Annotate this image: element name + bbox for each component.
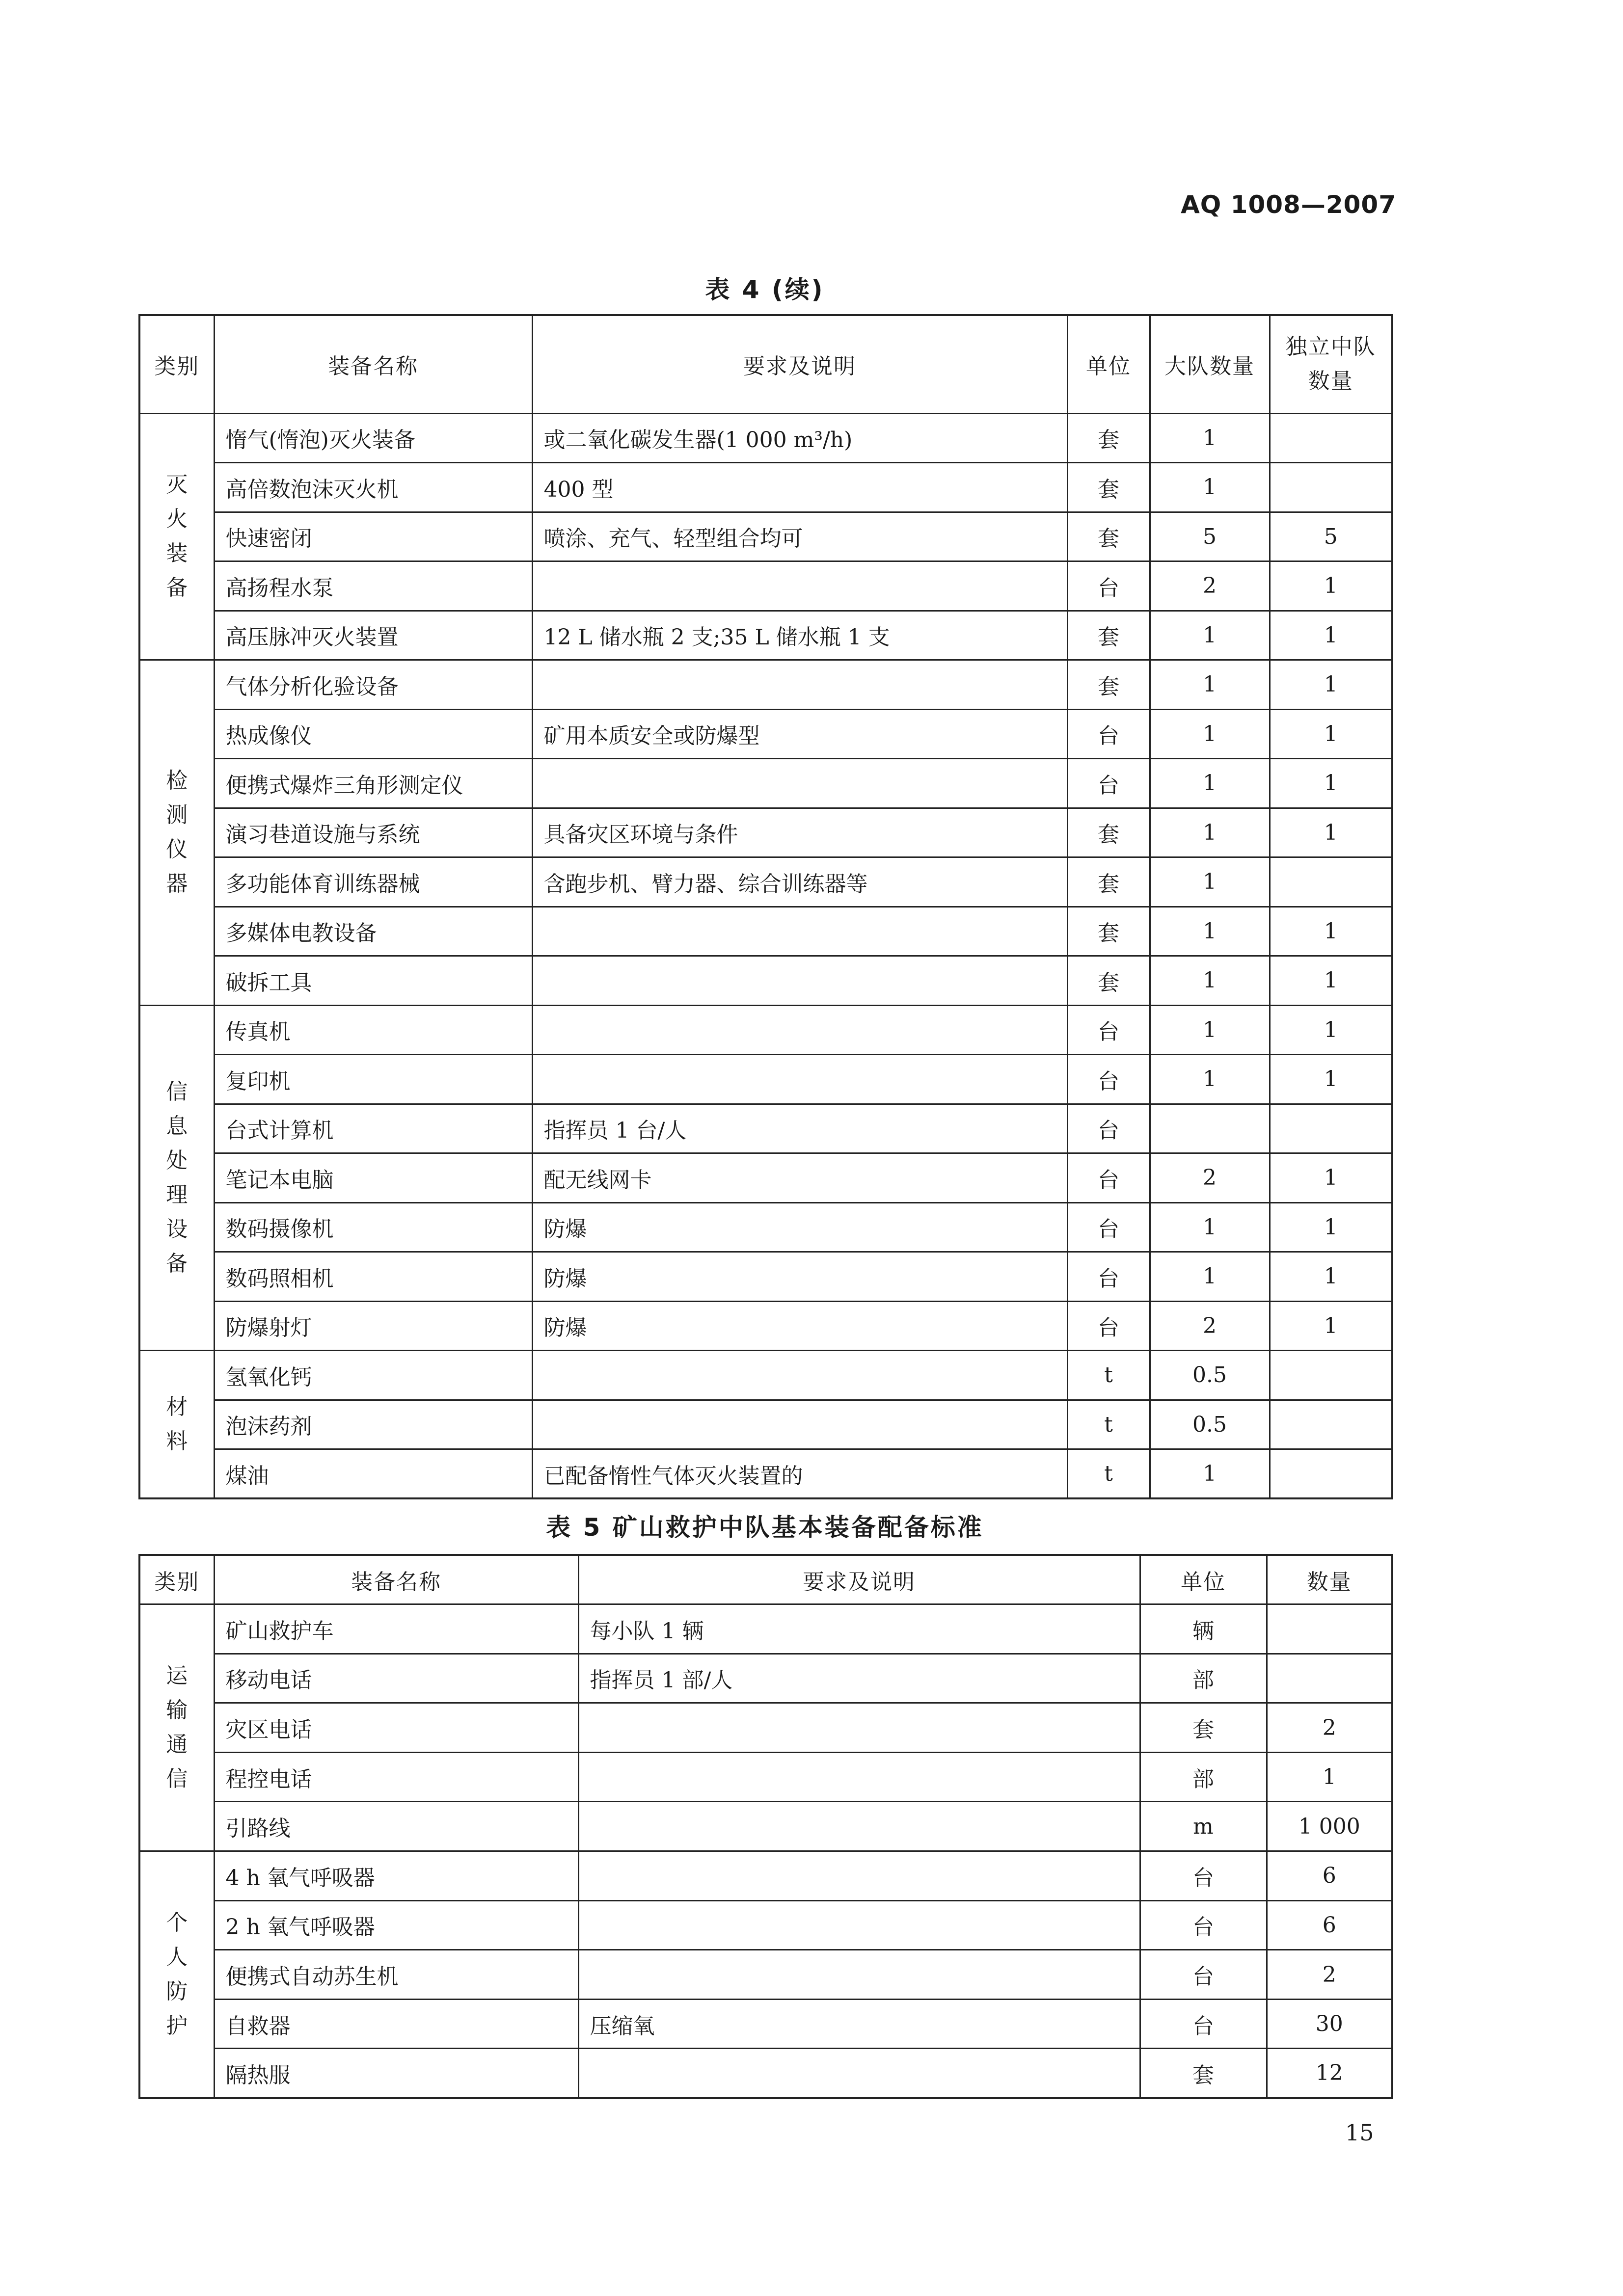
equipment-name: 惰气(惰泡)灭火装备 <box>214 413 532 463</box>
category-label: 检测仪器 <box>166 768 188 897</box>
squad-qty: 1 <box>1270 709 1392 759</box>
equipment-name: 台式计算机 <box>214 1104 532 1153</box>
brigade-qty: 1 <box>1150 759 1270 808</box>
table-row <box>139 660 1392 710</box>
requirement-note: 12 L 储水瓶 2 支;35 L 储水瓶 1 支 <box>532 611 1067 660</box>
category-cell <box>139 1604 214 1851</box>
brigade-qty: 1 <box>1150 413 1270 463</box>
table-row <box>139 1351 1392 1400</box>
unit-cell: 套 <box>1067 512 1150 561</box>
equipment-name: 便携式自动苏生机 <box>214 1950 578 2000</box>
equipment-name: 2 h 氧气呼吸器 <box>214 1900 578 1950</box>
requirement-note <box>532 561 1067 611</box>
brigade-qty: 1 <box>1150 1252 1270 1302</box>
squad-qty: 1 <box>1270 561 1392 611</box>
requirement-note: 压缩氧 <box>578 1999 1140 2049</box>
equipment-name: 高扬程水泵 <box>214 561 532 611</box>
quantity: 12 <box>1267 2049 1392 2098</box>
standard-code: AQ 1008—2007 <box>1181 190 1396 219</box>
requirement-note <box>578 1851 1140 1901</box>
unit-cell: 套 <box>1067 808 1150 857</box>
requirement-note: 含跑步机、臂力器、综合训练器等 <box>532 857 1067 907</box>
unit-cell: 台 <box>1067 709 1150 759</box>
brigade-qty: 0.5 <box>1150 1351 1270 1400</box>
table-row <box>139 1301 1392 1351</box>
requirement-note <box>532 660 1067 710</box>
table-row <box>139 2049 1392 2098</box>
requirement-note: 矿用本质安全或防爆型 <box>532 709 1067 759</box>
equipment-name: 热成像仪 <box>214 709 532 759</box>
unit-cell: 部 <box>1140 1752 1267 1802</box>
brigade-qty: 1 <box>1150 611 1270 660</box>
category-cell <box>139 660 214 1006</box>
requirement-note <box>578 1900 1140 1950</box>
unit-cell: 台 <box>1140 1851 1267 1901</box>
table-row <box>139 1654 1392 1703</box>
unit-cell: 套 <box>1067 413 1150 463</box>
equipment-name: 多功能体育训练器械 <box>214 857 532 907</box>
page-number: 15 <box>1345 2119 1374 2146</box>
squad-qty <box>1270 1104 1392 1153</box>
brigade-qty: 1 <box>1150 907 1270 956</box>
requirement-note: 配无线网卡 <box>532 1153 1067 1203</box>
unit-cell: 部 <box>1140 1654 1267 1703</box>
brigade-qty: 2 <box>1150 561 1270 611</box>
table-row <box>139 1055 1392 1104</box>
equipment-name: 4 h 氧气呼吸器 <box>214 1851 578 1901</box>
table-row <box>139 1999 1392 2049</box>
squad-qty <box>1270 1449 1392 1499</box>
equipment-name: 多媒体电教设备 <box>214 907 532 956</box>
equipment-name: 煤油 <box>214 1449 532 1499</box>
table-row <box>139 759 1392 808</box>
squad-qty: 5 <box>1270 512 1392 561</box>
unit-cell: 套 <box>1067 660 1150 710</box>
table4 <box>138 314 1393 1499</box>
unit-cell: 套 <box>1067 956 1150 1006</box>
unit-cell: 套 <box>1067 463 1150 512</box>
unit-cell: 套 <box>1067 611 1150 660</box>
squad-qty <box>1270 857 1392 907</box>
brigade-qty: 1 <box>1150 808 1270 857</box>
table-row <box>139 1202 1392 1252</box>
table-row <box>139 1703 1392 1753</box>
unit-cell: t <box>1067 1400 1150 1449</box>
requirement-note <box>578 1950 1140 2000</box>
table-row <box>139 1400 1392 1449</box>
squad-qty: 1 <box>1270 956 1392 1006</box>
unit-cell: t <box>1067 1449 1150 1499</box>
squad-qty: 1 <box>1270 1301 1392 1351</box>
requirement-note: 已配备惰性气体灭火装置的 <box>532 1449 1067 1499</box>
equipment-name: 高倍数泡沫灭火机 <box>214 463 532 512</box>
requirement-note <box>578 1703 1140 1753</box>
quantity: 1 000 <box>1267 1802 1392 1851</box>
table5 <box>138 1554 1393 2099</box>
squad-qty: 1 <box>1270 907 1392 956</box>
quantity: 6 <box>1267 1900 1392 1950</box>
brigade-qty: 1 <box>1150 463 1270 512</box>
requirement-note <box>532 1055 1067 1104</box>
table-row <box>139 808 1392 857</box>
column-header: 要求及说明 <box>578 1555 1140 1604</box>
category-cell <box>139 1851 214 2098</box>
table4-caption: 表 4 (续) <box>705 275 825 304</box>
table-row <box>139 1851 1392 1901</box>
table-row <box>139 512 1392 561</box>
table-row <box>139 413 1392 463</box>
column-header: 装备名称 <box>214 1555 578 1604</box>
brigade-qty: 1 <box>1150 1449 1270 1499</box>
squad-qty: 1 <box>1270 1055 1392 1104</box>
requirement-note: 400 型 <box>532 463 1067 512</box>
table-row <box>139 956 1392 1006</box>
table-row <box>139 1950 1392 2000</box>
category-cell <box>139 413 214 660</box>
equipment-name: 便携式爆炸三角形测定仪 <box>214 759 532 808</box>
squad-qty: 1 <box>1270 1202 1392 1252</box>
equipment-name: 高压脉冲灭火装置 <box>214 611 532 660</box>
requirement-note: 防爆 <box>532 1252 1067 1302</box>
equipment-name: 快速密闭 <box>214 512 532 561</box>
equipment-name: 氢氧化钙 <box>214 1351 532 1400</box>
column-header: 单位 <box>1067 315 1150 413</box>
unit-cell: 台 <box>1067 1252 1150 1302</box>
requirement-note: 喷涂、充气、轻型组合均可 <box>532 512 1067 561</box>
requirement-note <box>532 1005 1067 1055</box>
requirement-note <box>532 1400 1067 1449</box>
unit-cell: 台 <box>1140 1900 1267 1950</box>
unit-cell: 台 <box>1067 1301 1150 1351</box>
table5-caption: 表 5 矿山救护中队基本装备配备标准 <box>546 1513 984 1542</box>
squad-qty: 1 <box>1270 611 1392 660</box>
table-row <box>139 1153 1392 1203</box>
equipment-name: 隔热服 <box>214 2049 578 2098</box>
brigade-qty <box>1150 1104 1270 1153</box>
table-row <box>139 561 1392 611</box>
brigade-qty: 2 <box>1150 1301 1270 1351</box>
brigade-qty: 5 <box>1150 512 1270 561</box>
unit-cell: t <box>1067 1351 1150 1400</box>
unit-cell: m <box>1140 1802 1267 1851</box>
column-header: 类别 <box>139 1555 214 1604</box>
table-row <box>139 1005 1392 1055</box>
unit-cell: 套 <box>1067 907 1150 956</box>
category-cell <box>139 1005 214 1351</box>
requirement-note <box>578 1752 1140 1802</box>
table-row <box>139 1252 1392 1302</box>
equipment-name: 复印机 <box>214 1055 532 1104</box>
unit-cell: 辆 <box>1140 1604 1267 1654</box>
equipment-name: 矿山救护车 <box>214 1604 578 1654</box>
equipment-name: 数码摄像机 <box>214 1202 532 1252</box>
unit-cell: 台 <box>1067 1104 1150 1153</box>
requirement-note <box>532 956 1067 1006</box>
requirement-note: 指挥员 1 部/人 <box>578 1654 1140 1703</box>
quantity <box>1267 1604 1392 1654</box>
category-label: 材料 <box>166 1394 188 1454</box>
equipment-name: 破拆工具 <box>214 956 532 1006</box>
column-header: 要求及说明 <box>532 315 1067 413</box>
unit-cell: 台 <box>1067 1055 1150 1104</box>
brigade-qty: 2 <box>1150 1153 1270 1203</box>
squad-qty: 1 <box>1270 1153 1392 1203</box>
table-row <box>139 1104 1392 1153</box>
unit-cell: 台 <box>1067 1005 1150 1055</box>
brigade-qty: 1 <box>1150 1055 1270 1104</box>
equipment-name: 灾区电话 <box>214 1703 578 1753</box>
requirement-note: 每小队 1 辆 <box>578 1604 1140 1654</box>
column-header: 装备名称 <box>214 315 532 413</box>
unit-cell: 台 <box>1067 561 1150 611</box>
squad-qty: 1 <box>1270 660 1392 710</box>
brigade-qty: 0.5 <box>1150 1400 1270 1449</box>
unit-cell: 台 <box>1067 759 1150 808</box>
table-row <box>139 1752 1392 1802</box>
header-row <box>139 315 1392 413</box>
unit-cell: 套 <box>1140 1703 1267 1753</box>
unit-cell: 套 <box>1140 2049 1267 2098</box>
unit-cell: 台 <box>1067 1153 1150 1203</box>
requirement-note <box>532 1351 1067 1400</box>
brigade-qty: 1 <box>1150 1005 1270 1055</box>
equipment-name: 气体分析化验设备 <box>214 660 532 710</box>
category-label: 个人防护 <box>166 1910 188 2038</box>
unit-cell: 台 <box>1140 1950 1267 2000</box>
quantity: 6 <box>1267 1851 1392 1901</box>
brigade-qty: 1 <box>1150 1202 1270 1252</box>
equipment-name: 笔记本电脑 <box>214 1153 532 1203</box>
squad-qty <box>1270 1351 1392 1400</box>
squad-qty <box>1270 1400 1392 1449</box>
requirement-note: 防爆 <box>532 1301 1067 1351</box>
table-row <box>139 1449 1392 1499</box>
quantity: 1 <box>1267 1752 1392 1802</box>
requirement-note <box>532 907 1067 956</box>
quantity: 30 <box>1267 1999 1392 2049</box>
column-header: 独立中队数量 <box>1270 315 1392 413</box>
squad-qty: 1 <box>1270 1252 1392 1302</box>
equipment-name: 泡沫药剂 <box>214 1400 532 1449</box>
requirement-note <box>578 1802 1140 1851</box>
squad-qty <box>1270 413 1392 463</box>
category-label: 灭火装备 <box>166 472 188 601</box>
quantity: 2 <box>1267 1950 1392 2000</box>
unit-cell: 台 <box>1140 1999 1267 2049</box>
requirement-note: 指挥员 1 台/人 <box>532 1104 1067 1153</box>
equipment-name: 数码照相机 <box>214 1252 532 1302</box>
equipment-name: 移动电话 <box>214 1654 578 1703</box>
table-row <box>139 1802 1392 1851</box>
requirement-note <box>578 2049 1140 2098</box>
squad-qty: 1 <box>1270 759 1392 808</box>
category-label: 信息处理设备 <box>166 1079 188 1276</box>
brigade-qty: 1 <box>1150 709 1270 759</box>
category-label: 运输通信 <box>166 1663 188 1792</box>
table-row <box>139 463 1392 512</box>
table-row <box>139 907 1392 956</box>
equipment-name: 自救器 <box>214 1999 578 2049</box>
column-header: 大队数量 <box>1150 315 1270 413</box>
unit-cell: 套 <box>1067 857 1150 907</box>
table-row <box>139 611 1392 660</box>
unit-cell: 台 <box>1067 1202 1150 1252</box>
column-header: 数量 <box>1267 1555 1392 1604</box>
requirement-note: 防爆 <box>532 1202 1067 1252</box>
equipment-name: 引路线 <box>214 1802 578 1851</box>
quantity: 2 <box>1267 1703 1392 1753</box>
equipment-name: 传真机 <box>214 1005 532 1055</box>
category-cell <box>139 1351 214 1499</box>
requirement-note: 具备灾区环境与条件 <box>532 808 1067 857</box>
equipment-name: 演习巷道设施与系统 <box>214 808 532 857</box>
column-header: 单位 <box>1140 1555 1267 1604</box>
table-row <box>139 1604 1392 1654</box>
equipment-name: 程控电话 <box>214 1752 578 1802</box>
brigade-qty: 1 <box>1150 857 1270 907</box>
table-row <box>139 709 1392 759</box>
requirement-note: 或二氧化碳发生器(1 000 m³/h) <box>532 413 1067 463</box>
requirement-note <box>532 759 1067 808</box>
table-row <box>139 857 1392 907</box>
squad-qty: 1 <box>1270 808 1392 857</box>
squad-qty: 1 <box>1270 1005 1392 1055</box>
column-header: 类别 <box>139 315 214 413</box>
equipment-name: 防爆射灯 <box>214 1301 532 1351</box>
table-row <box>139 1900 1392 1950</box>
squad-qty <box>1270 463 1392 512</box>
header-row <box>139 1555 1392 1604</box>
quantity <box>1267 1654 1392 1703</box>
brigade-qty: 1 <box>1150 956 1270 1006</box>
brigade-qty: 1 <box>1150 660 1270 710</box>
